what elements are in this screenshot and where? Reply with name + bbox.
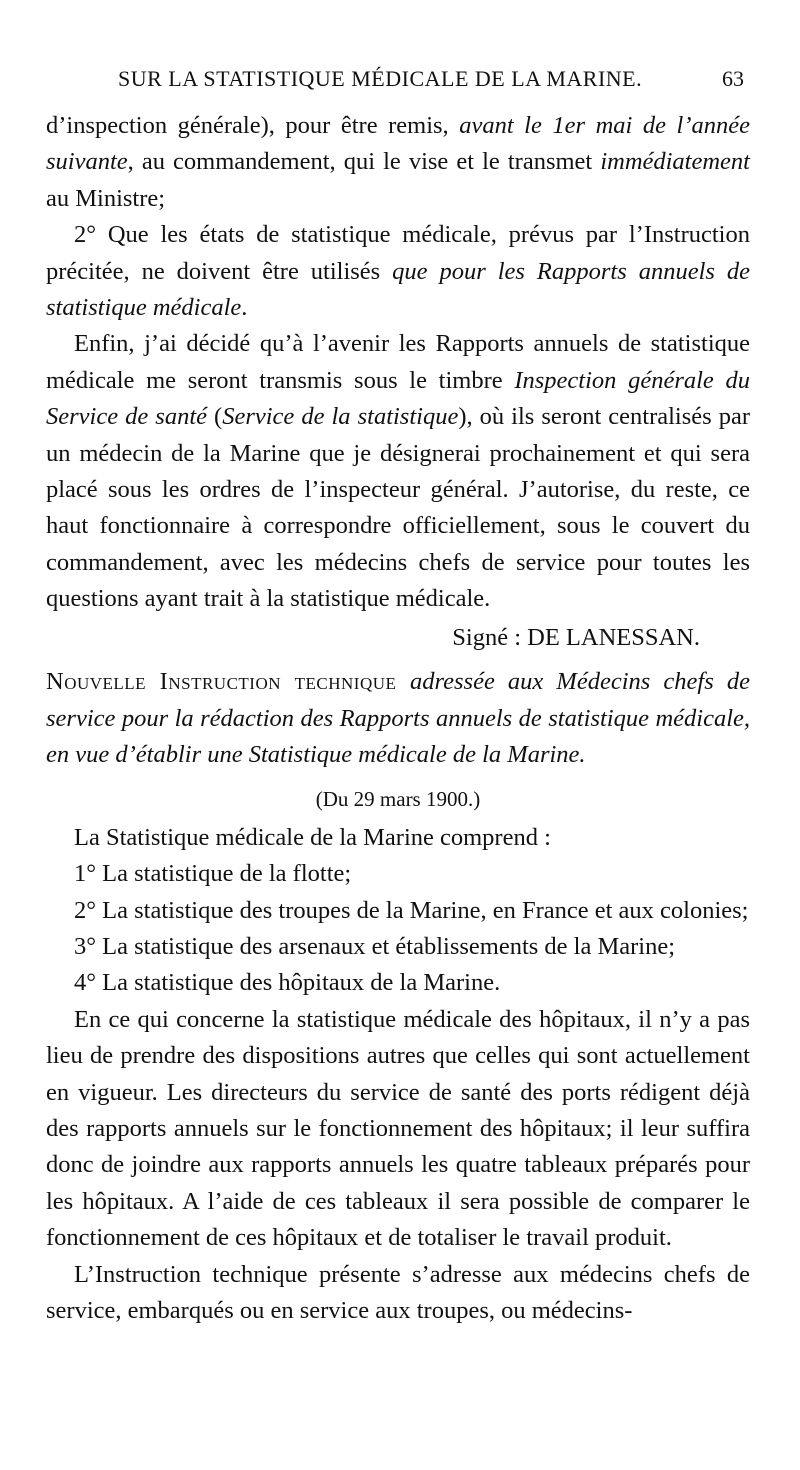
running-head — [118, 66, 744, 92]
italic-run: Service de la statistique — [222, 403, 459, 431]
paragraph-2 — [46, 217, 750, 326]
italic-run: que pour les Rapports annuels de statistique médicale — [46, 257, 750, 322]
text-run: 2° Que les états de statistique médicale, prévus par l’Instruction précitée, ne doivent être utilisés — [46, 221, 750, 285]
paragraph-3 — [46, 326, 750, 617]
section-title — [46, 664, 750, 773]
date-line: (Du 29 mars 1900.) — [315, 787, 481, 812]
running-title: SUR LA STATISTIQUE MÉDICALE DE LA MARINE. — [118, 66, 643, 91]
page-number: 63 — [722, 66, 744, 91]
body-text — [46, 108, 750, 1329]
text-run: au Ministre; — [46, 184, 166, 212]
italic-run: Inspection générale du Service de santé — [46, 366, 750, 431]
text-run: Enfin, j’ai décidé qu’à l’avenir les Rapports annuels de statistique médicale me seront transmis sous le timbre — [46, 330, 750, 394]
signature: Signé : DE LANESSAN. — [452, 623, 700, 651]
text-run: d’inspection générale), pour être remis, — [46, 112, 460, 139]
text-run: . — [241, 294, 248, 322]
italic-run: avant le 1er mai de l’année suivante — [46, 112, 751, 176]
paragraph-last: L’Instruction technique présente s’adresse aux médecins chefs de service, embarqués ou en service aux troupes, ou médecins- — [46, 1260, 750, 1324]
italic-run: immédiatement — [600, 148, 750, 176]
list-item: 2° La statistique des troupes de la Marine, en France et aux colonies; — [74, 896, 749, 924]
text-run: ( — [207, 403, 223, 431]
intro-line: La Statistique médicale de la Marine comprend : — [74, 823, 551, 851]
italic-run: adressée aux Médecins chefs de service pour la rédaction des Rapports annuels de statistique médicale, en vue d’établir une Statistique médicale de la Marine. — [46, 668, 750, 768]
paragraph-hopitaux: En ce qui concerne la statistique médicale des hôpitaux, il n’y a pas lieu de prendre des dispositions autres que celles qui sont actuellement en vigueur. Les directeurs du service de santé des ports rédigent déjà des rapports annuels sur le fonctionnement des hôpitaux; il leur suffira donc de joindre aux rapports annuels les quatre tableaux préparés pour les hôpitaux. A l’aide de ces tableaux il sera possible de comparer le fonctionnement de ces hôpitaux et de totaliser le travail produit. — [46, 1005, 750, 1252]
paragraph-1 — [46, 108, 750, 217]
list-item: 3° La statistique des arsenaux et établissements de la Marine; — [74, 932, 676, 960]
text-run: ), où ils seront centralisés par un médecin de la Marine que je désignerai prochainement et qui sera placé sous les ordres de l’inspecteur général. J’autorise, du reste, ce haut fonctionnaire à correspondre officiellement, sous le couvert du commandement, avec les médecins chefs de service pour toutes les questions ayant trait à la statistique médicale. — [46, 403, 750, 613]
list-item: 4° La statistique des hôpitaux de la Marine. — [74, 969, 501, 997]
small-caps-run: Nouvelle Instruction technique — [46, 668, 410, 696]
list-item: 1° La statistique de la flotte; — [74, 860, 352, 888]
text-run: , au commandement, qui le vise et le transmet — [127, 148, 601, 176]
